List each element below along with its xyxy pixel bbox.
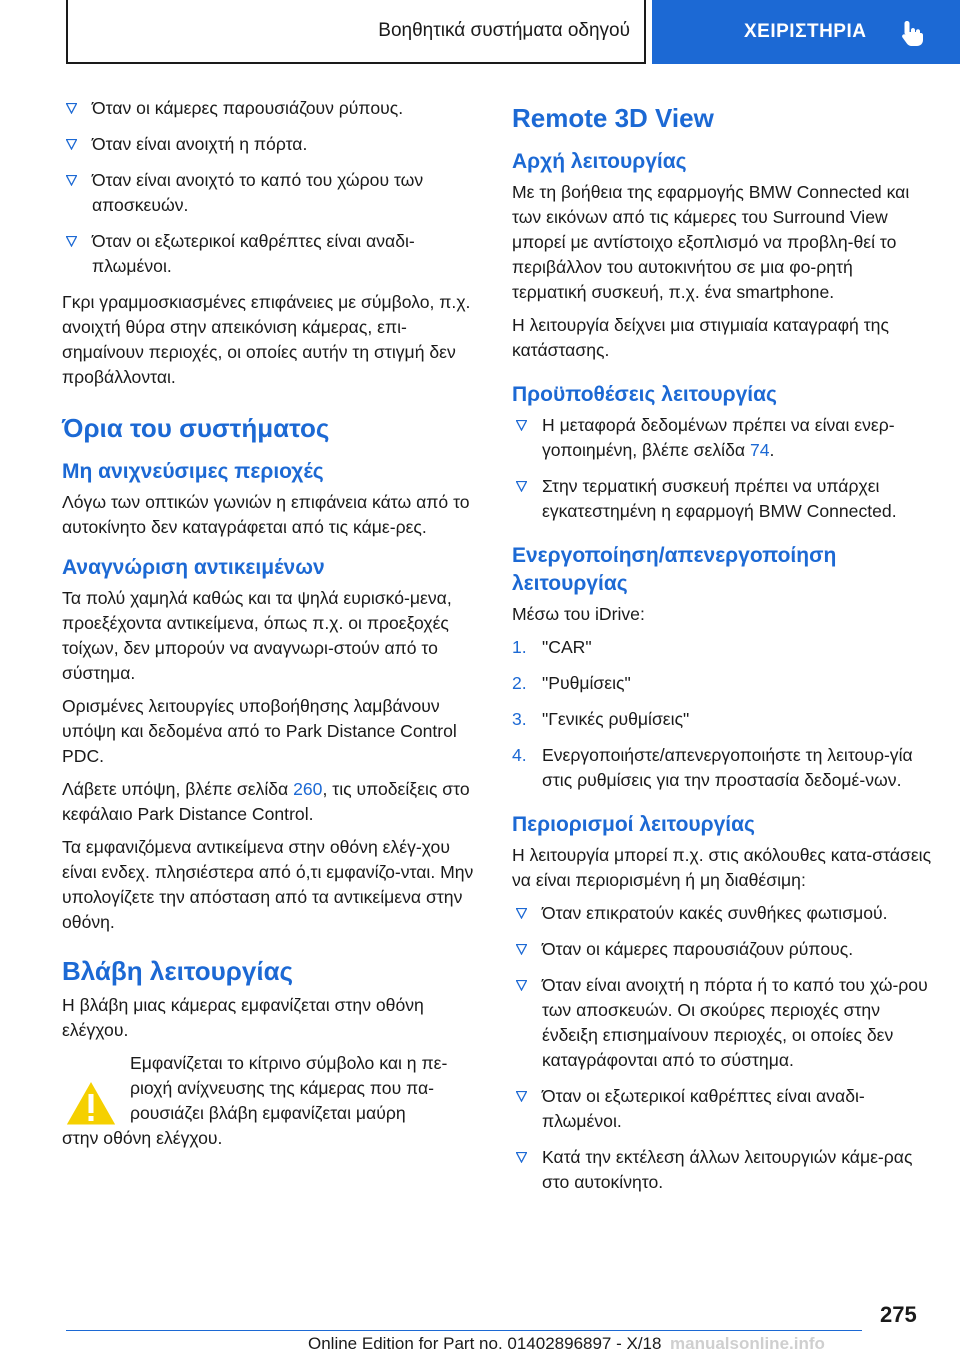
heading-prerequisites: Προϋποθέσεις λειτουργίας (512, 383, 777, 406)
warning-line: στην οθόνη ελέγχου. (62, 1128, 223, 1148)
heading-blind-areas: Μη ανιχνεύσιμες περιοχές (62, 460, 324, 483)
heading-remote-3d-view: Remote 3D View (512, 103, 714, 133)
paragraph: Η βλάβη μιας κάμερας εμφανίζεται στην οθόνη ελέγχου. (62, 995, 424, 1040)
list-item: Όταν οι κάμερες παρουσιάζουν ρύπους. (62, 96, 482, 121)
paragraph: Ορισμένες λειτουργίες υποβοήθησης λαμβάνουν υπόψη και δεδομένα από το Park Distance Control PDC. (62, 696, 457, 766)
left-column (62, 96, 482, 1151)
paragraph: Μέσω του iDrive: (512, 604, 645, 624)
hand-pointer-icon (898, 18, 928, 48)
page-link-74[interactable]: 74 (749, 440, 770, 460)
step-item: 2. "Ρυθμίσεις" (512, 673, 631, 693)
list-item: Κατά την εκτέλεση άλλων λειτουργιών κάμε-ρας στο αυτοκίνητο. (512, 1145, 932, 1195)
list-item: Όταν είναι ανοιχτή η πόρτα ή το καπό του χώ-ρου των αποσκευών. Οι σκούρες περιοχές στην ένδειξη επισημαίνουν περιοχές, οι οποίες δεν καταγράφονται από το σύστημα. (512, 973, 932, 1073)
triangle-bullet-icon (66, 175, 77, 186)
triangle-bullet-icon (516, 908, 527, 919)
triangle-bullet-icon (516, 980, 527, 991)
list-item: Όταν είναι ανοιχτή η πόρτα. (62, 132, 482, 157)
triangle-bullet-icon (516, 481, 527, 492)
triangle-bullet-icon (66, 139, 77, 150)
heading-system-limits: Όρια του συστήματος (62, 413, 330, 443)
right-column (512, 96, 932, 1206)
paragraph: Τα πολύ χαμηλά καθώς και τα ψηλά ευρισκό-μενα, προεξέχοντα αντικείμενα, όπως π.χ. οι προεξοχές τοίχων, δεν μπορούν να αναγνωρι-στούν από το σύστημα. (62, 588, 452, 683)
edition-note: Online Edition for Part no. 01402896897 - X/18 (308, 1334, 662, 1353)
watermark-site: manualsonline.info (670, 1334, 825, 1353)
paragraph: Τα εμφανιζόμενα αντικείμενα στην οθόνη ελέγ-χου είναι ενδεχ. πλησιέστερα από ό,τι εμφανίζο-νται. Μην υπολογίζετε την απόσταση από τα αντικείμενα στην οθόνη. (62, 837, 474, 932)
triangle-bullet-icon (66, 236, 77, 247)
triangle-bullet-icon (516, 420, 527, 431)
paragraph: Γκρι γραμμοσκιασμένες επιφάνειες με σύμβολο, π.χ. ανοιχτή θύρα στην απεικόνιση κάμερας, επι-σημαίνουν περιοχές, οι οποίες αυτήν τη στιγμή δεν προβάλλονται. (62, 292, 471, 387)
page-number: 275 (880, 1302, 917, 1327)
paragraph: Η λειτουργία δείχνει μια στιγμιαία καταγραφή της κατάστασης. (512, 315, 889, 360)
footer-divider (66, 1330, 862, 1331)
paragraph: Λάβετε υπόψη, βλέπε σελίδα 260, τις υποδείξεις στο κεφάλαιο Park Distance Control. (62, 779, 470, 824)
heading-malfunction: Βλάβη λειτουργίας (62, 956, 294, 986)
chapter-label: ΧΕΙΡΙΣΤΗΡΙΑ (744, 21, 867, 42)
warning-line: Εμφανίζεται το κίτρινο σύμβολο και η πε- (130, 1053, 448, 1073)
warning-line: ριοχή ανίχνευσης της κάμερας που πα- (130, 1078, 435, 1098)
paragraph: Η λειτουργία μπορεί π.χ. στις ακόλουθες κατα-στάσεις να είναι περιορισμένη ή μη διαθέσιμη: (512, 845, 932, 890)
section-title: Βοηθητικά συστήματα οδηγού (66, 0, 646, 64)
heading-activation: Ενεργοποίηση/απενεργοποίηση λειτουργίας (512, 544, 837, 595)
heading-limitations: Περιορισμοί λειτουργίας (512, 813, 755, 836)
triangle-bullet-icon (516, 1091, 527, 1102)
step-item: 1. "CAR" (512, 637, 592, 657)
list-item: Όταν επικρατούν κακές συνθήκες φωτισμού. (512, 901, 932, 926)
heading-object-detection: Αναγνώριση αντικειμένων (62, 556, 325, 579)
page-header (0, 0, 960, 66)
list-item: Στην τερματική συσκευή πρέπει να υπάρχει εγκατεστημένη η εφαρμογή BMW Connected. (512, 474, 932, 524)
paragraph: Λόγω των οπτικών γωνιών η επιφάνεια κάτω από το αυτοκίνητο δεν καταγράφεται από τις κάμε-ρες. (62, 492, 470, 537)
warning-triangle-icon (64, 1079, 118, 1127)
list-item: Όταν είναι ανοιχτό το καπό του χώρου των αποσκευών. (62, 168, 482, 218)
warning-line: ρουσιάζει βλάβη εμφανίζεται μαύρη (130, 1103, 406, 1123)
paragraph: Με τη βοήθεια της εφαρμογής BMW Connected και των εικόνων από τις κάμερες του Surround View μπορεί με αντίστοιχο εξοπλισμό να προβλη-θεί το περιβάλλον του αυτοκινήτου σε μια φο-ρητή τερματική συσκευή, π.χ. ένα smartphone. (512, 182, 910, 302)
triangle-bullet-icon (516, 944, 527, 955)
list-item: Όταν οι εξωτερικοί καθρέπτες είναι αναδι-πλωμένοι. (512, 1084, 932, 1134)
triangle-bullet-icon (516, 1152, 527, 1163)
chapter-tab[interactable] (652, 0, 960, 64)
step-item: 3. "Γενικές ρυθμίσεις" (512, 709, 690, 729)
list-item: Η μεταφορά δεδομένων πρέπει να είναι ενερ-γοποιημένη, βλέπε σελίδα 74. (512, 413, 932, 463)
list-item: Όταν οι εξωτερικοί καθρέπτες είναι αναδι-πλωμένοι. (62, 229, 482, 279)
step-item: 4. Ενεργοποιήστε/απενεργοποιήστε τη λειτουρ-γία στις ρυθμίσεις για την προστασία δεδομέ-νων. (512, 745, 913, 790)
page-link-260[interactable]: 260 (293, 779, 323, 799)
list-item: Όταν οι κάμερες παρουσιάζουν ρύπους. (512, 937, 932, 962)
heading-principle: Αρχή λειτουργίας (512, 150, 687, 173)
warning-note (62, 1051, 482, 1151)
triangle-bullet-icon (66, 103, 77, 114)
